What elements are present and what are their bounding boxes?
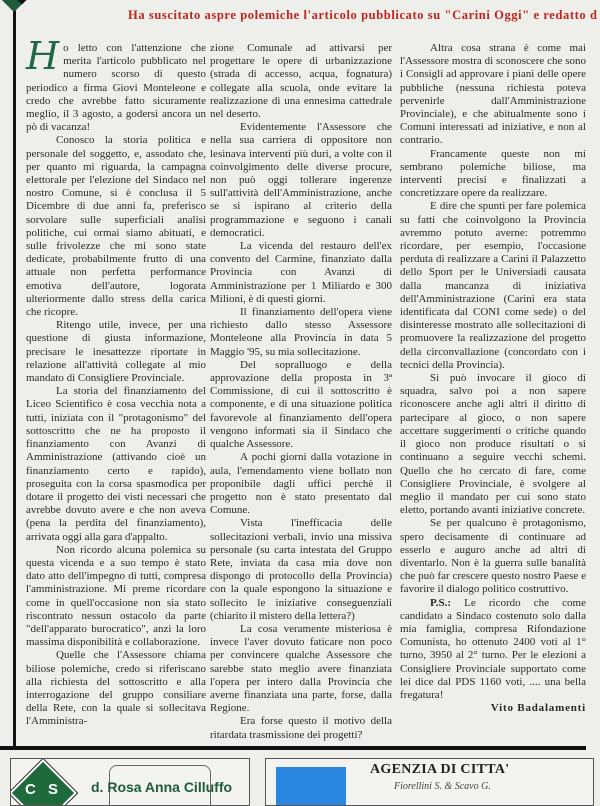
article-column-1 <box>26 34 206 729</box>
paragraph: A pochi giorni dalla votazione in aula, l'emendamento viene bollato non proponibile dagli uffici perchè il progetto non è stato presentato dal Comune. <box>210 451 392 517</box>
paragraph: Non ricordo alcuna polemica su questa vicenda e a suo tempo è stato dato atto dell'impegno di tutti, compresa l'amministrazione. Mi preme ricordare come in quell'occasione non sia stato riscontrato nessun ostacolo da parte "dell'apparato burocratico", anzi la loro massima disponibilità e collaborazione. <box>26 543 206 649</box>
author-signature: Vito Badalamenti <box>490 702 586 715</box>
paragraph <box>26 34 206 134</box>
paragraph: La storia del finanziamento del Liceo Scientifico è cosa vecchia nota a tutti, iniziata con il "protagonismo" del sottoscritto che ne ha proposto il finanziamento con Avanzi di Amministrazione (attivando cioè un finanziamento certo e rapido), proseguita con la corsa spasmodica per dotare il progetto dei visti necessari che avrebbe dovuto avere e che non aveva (pena la perdita del finanziamento), arrivata oggi alla gara d'appalto. <box>26 385 206 543</box>
advertisement-strip <box>0 750 600 806</box>
postscript <box>400 597 586 703</box>
paragraph: Altra cosa strana è come mai l'Assessore mostra di sconoscere che sono i Consigli ad approvare i piani delle opere pubbliche (nessuna richiesta poteva pervenirle dall'Amministrazione Provinciale), e che abitualmente sono i Comuni interessati ad iniziative, e non al contrario. <box>400 42 586 147</box>
ad-title: AGENZIA DI CITTA' <box>370 761 510 777</box>
paragraph: Quelle che l'Assessore chiama biliose polemiche, credo si riferiscano alla richiesta del sottoscritto e alla interrogazione del gruppo consiliare della Rete, con la quale si sollecitava l'Amministra- <box>26 649 206 728</box>
paragraph: La cosa veramente misteriosa è invece l'aver dovuto faticare non poco per convincere qualche Assessore che sarebbe stato meglio avere finanziata l'opera per intero dalla Provincia che averne finanziata una parte, forse, dalla Regione. <box>210 622 392 715</box>
article-subtitle: Ha suscitato aspre polemiche l'articolo pubblicato su "Carini Oggi" e redatto d <box>128 8 598 22</box>
paragraph: Era forse questo il motivo della ritardata trasmissione dei progetti? <box>210 715 392 741</box>
paragraph: Conosco la storia politica e personale del soggetto, e, assodato che, per quanto mi riguarda, la campagna elettorale per l'elezione del Sindaco nel nostro Comune, si è conclusa il 5 Dicembre di due anni fa, preferisco sorvolare sulle superficiali analisi politiche, cui ormai siamo abituati, e sulle frivolezze che mi sono state dedicate, probabilmente frutto di una attuale non perfetta performance emotiva dell'autore, logorata ulteriormente dallo stress della carica che ricopre. <box>26 134 206 319</box>
paragraph: Evidentemente l'Assessore che nella sua carriera di oppositore non lesinava interventi più duri, a volte con il coinvolgimento delle diverse procure, non può oggi tollerare ingerenze sull'attività dell'Amministrazione, anche se si ispirano al criterio della programmazione e seguono i canali democratici. <box>210 121 392 239</box>
paragraph: zione Comunale ad attivarsi per progettare le opere di urbanizzazione (strada di accesso, acqua, fognatura) collegate alla scuola, onde evitare la realizzazione di una ennesima cattedrale nel deserto. <box>210 42 392 121</box>
article-header <box>0 0 600 42</box>
paragraph: E dire che spunti per fare polemica su fatti che coinvolgono la Provincia avremmo potuto averne: potremmo ricordare, per esempio, l'occasione perduta di realizzare a Carini il Palazzetto dello Sport per le Universiadi causata dalla mancanza di iniziativa dell'Amministrazione (Carini era stata identificata dal CONI come sede) o del disinteresse mostrato alle sollecitazioni di promuovere la realizzazione del progetto della circonvallazione (concordato con i tecnici della Provincia). <box>400 200 586 371</box>
ad-subtitle: Fiorellini S. & Scavo G. <box>394 780 491 792</box>
article-column-2 <box>210 42 392 742</box>
paragraph: Vista l'inefficacia delle sollecitazioni verbali, invio una missiva personale (su carta intestata del Gruppo Rete, inviata da casa mia dove non dispongo di protocollo della Provincia) con la quale espongono la situazione e sollecito le iniziative conseguenziali (chiarito il mistero della lettera?) <box>210 517 392 622</box>
advertisement-agenzia <box>265 758 594 806</box>
article-columns <box>0 34 600 746</box>
ps-text: Le ricordo che come candidato a Sindaco costenuto solo dalla mia famiglia, compresa Rifondazione Comunista, ho ottenuto 2400 voti al 1° turno, 3950 al 2° turno. Per le elezioni a Consigliere Provinciale supportato come lei dice dal PDS 1160 voti, .... una bella fregatura! <box>400 596 586 701</box>
paragraph-text: o letto con l'attenzione che merita l'articolo pubblicato nel numero scorso di questo periodico a firma Giovi Monteleone e credo che avrebbe fatto sicuramente meglio, il 3 agosto, a godersi ancora un pò di vacanza! <box>26 42 206 134</box>
advertisement-cilluffo <box>10 758 250 806</box>
paragraph: Francamente queste non mi sembrano polemiche biliose, ma interventi precisi e finalizzati a concretizzare opere da realizzare. <box>400 147 586 200</box>
logo-initials: C S <box>25 780 63 798</box>
paragraph: Il finanziamento dell'opera viene richiesto dallo stesso Assessore Monteleone alla Provincia in data 5 Maggio '95, su mia sollecitazione. <box>210 306 392 358</box>
drop-cap: H <box>26 34 60 78</box>
paragraph: Del sopralluogo e della approvazione della proposta in 3ª Commissione, di cui il sottoscritto è componente, e di una situazione politica favorevole al finanziamento dell'opera vengono informati sia il Sindaco che qualche Assessore. <box>210 358 392 451</box>
paragraph: Ritengo utile, invece, per una questione di giusta informazione, precisare le inesattezze riportate in relazione all'attività collegate al mio mandato di Consigliere Provinciale. <box>26 319 206 385</box>
ad-name: d. Rosa Anna Cilluffo <box>91 778 233 795</box>
paragraph: Si può invocare il gioco di squadra, salvo poi a non sapere riconoscere anche agli altri il diritto di partecipare al gioco, o non sapere accettare suggerimenti o critiche quando il gioco non produce risultati o si continuano a seguire vecchi schemi. Quello che ho cercato di fare, come Consigliere Provinciale, è svolgere al meglio il mandato per cui sono stato eletto, portando avanti iniziative concrete. <box>400 372 586 517</box>
blue-logo-block <box>276 767 346 806</box>
article-column-3 <box>400 42 586 715</box>
paragraph: Se per qualcuno è protagonismo, spero decisamente di continuare ad esserlo e auguro anche ad altri di diventarlo. Non è la guerra sulle banalità che può far crescere questo nostro Paese e favorire il dialogo politico costruttivo. <box>400 517 586 596</box>
decorative-vertical-rule <box>13 0 16 746</box>
ps-label: P.S.: <box>430 596 451 609</box>
paragraph: La vicenda del restauro dell'ex convento del Carmine, finanziato dalla Provincia con Avanzi di Amministrazione per 1 Miliardo e 300 Milioni, è di questi giorni. <box>210 240 392 305</box>
